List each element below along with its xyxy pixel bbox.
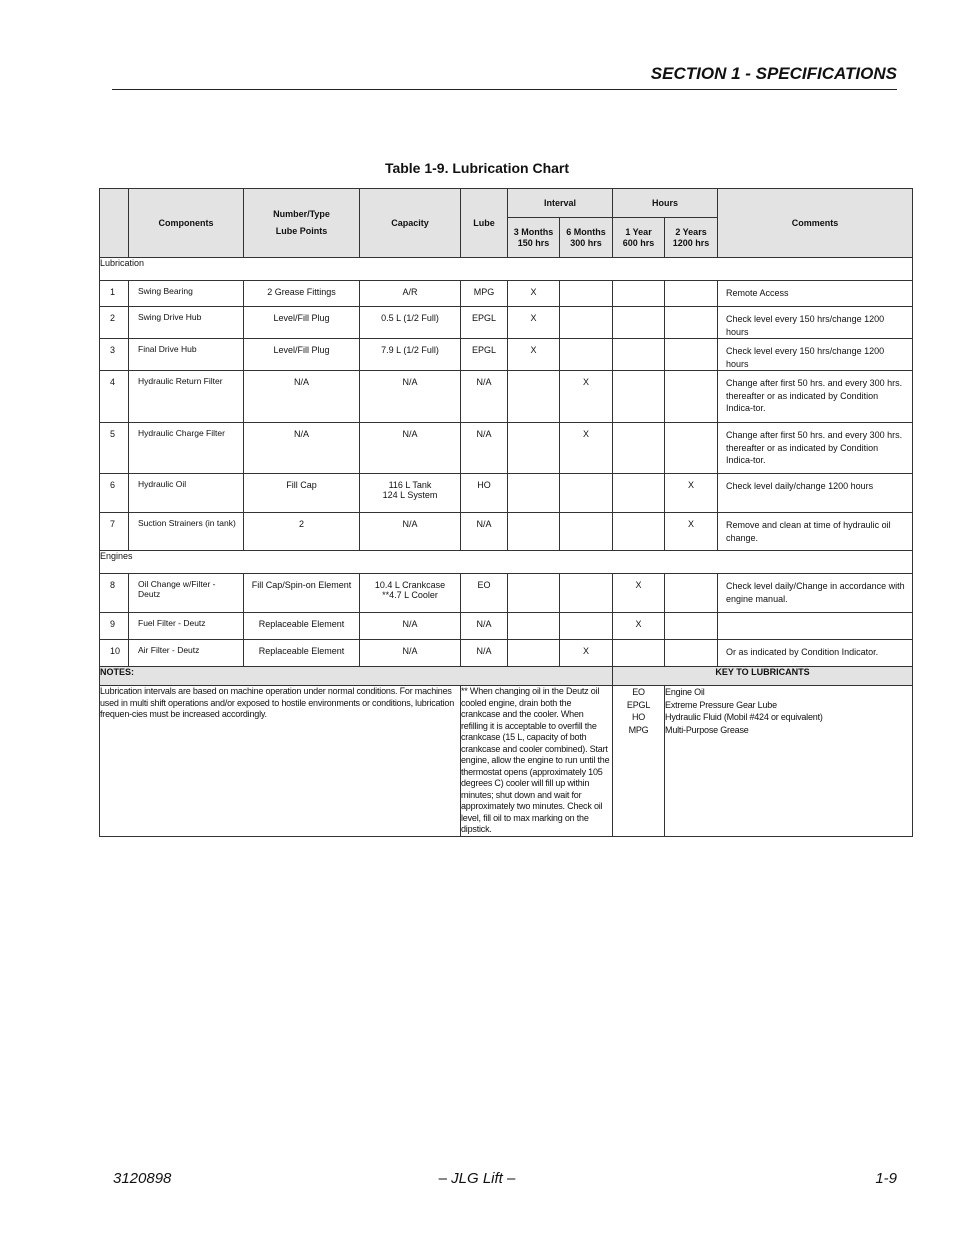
interval-3-months: X — [508, 339, 560, 371]
interval-6-months: X — [560, 640, 613, 667]
table-row — [100, 474, 913, 513]
interval-2-years — [665, 339, 718, 371]
lube-points: Fill Cap — [244, 474, 360, 513]
interval-1-year — [613, 339, 665, 371]
interval-2-years — [665, 640, 718, 667]
component-name: Swing Bearing — [129, 281, 244, 307]
interval-1-year — [613, 307, 665, 339]
lube-type: N/A — [461, 371, 508, 423]
row-number: 10 — [100, 640, 129, 667]
lube-type: EO — [461, 574, 508, 613]
header-components: Components — [129, 189, 244, 258]
capacity: N/A — [360, 640, 461, 667]
lube-points: N/A — [244, 371, 360, 423]
section-row — [100, 551, 913, 574]
key-names: Engine Oil Extreme Pressure Gear Lube Hydraulic Fluid (Mobil #424 or equivalent) Multi-Purpose Grease — [665, 686, 913, 837]
interval-3-months — [508, 474, 560, 513]
interval-1-year: X — [613, 574, 665, 613]
table-row — [100, 423, 913, 474]
component-name: Oil Change w/Filter - Deutz — [129, 574, 244, 613]
interval-1-year — [613, 640, 665, 667]
table-row — [100, 307, 913, 339]
interval-3-months — [508, 640, 560, 667]
header-capacity: Capacity — [360, 189, 461, 258]
table-row — [100, 574, 913, 613]
capacity: 0.5 L (1/2 Full) — [360, 307, 461, 339]
interval-6-months — [560, 613, 613, 640]
capacity: N/A — [360, 423, 461, 474]
interval-6-months: X — [560, 371, 613, 423]
section-row — [100, 258, 913, 281]
interval-1-year — [613, 474, 665, 513]
table-row — [100, 281, 913, 307]
interval-1-year — [613, 281, 665, 307]
header-1-year: 1 Year 600 hrs — [613, 218, 665, 258]
interval-6-months — [560, 474, 613, 513]
interval-1-year: X — [613, 613, 665, 640]
header-number — [100, 189, 129, 258]
interval-6-months — [560, 574, 613, 613]
table-row — [100, 339, 913, 371]
table-row — [100, 513, 913, 551]
interval-2-years — [665, 281, 718, 307]
comments: Check level daily/Change in accordance with engine manual. — [718, 574, 913, 613]
interval-1-year — [613, 423, 665, 474]
interval-2-years: X — [665, 513, 718, 551]
lube-points: Replaceable Element — [244, 640, 360, 667]
component-name: Final Drive Hub — [129, 339, 244, 371]
capacity: 7.9 L (1/2 Full) — [360, 339, 461, 371]
header-lube-points: Number/Type Lube Points — [244, 189, 360, 258]
component-name: Hydraulic Return Filter — [129, 371, 244, 423]
row-number: 3 — [100, 339, 129, 371]
note-deutz-oil: ** When changing oil in the Deutz oil cooled engine, drain both the crankcase and the cooler. When refilling it is acceptable to overfill the crankcase (15 L, capacity of both crankcase and cooler combined). Start engine, allow the engine to run until the thermostat opens (approximately 105 degrees C) cooler will fill up within minutes; shut down and wait for approximately two minutes. Check oil level, fill oil to max marking on the dipstick. — [461, 686, 613, 837]
capacity: 116 L Tank 124 L System — [360, 474, 461, 513]
lube-points: 2 Grease Fittings — [244, 281, 360, 307]
comments: Check level every 150 hrs/change 1200 hours — [718, 307, 913, 339]
interval-3-months — [508, 371, 560, 423]
interval-2-years — [665, 371, 718, 423]
header-rule — [112, 89, 897, 90]
lube-type: HO — [461, 474, 508, 513]
table-row — [100, 613, 913, 640]
section-title-lubrication: Lubrication — [100, 258, 913, 281]
table-caption: Table 1-9. Lubrication Chart — [384, 160, 570, 176]
key-codes: EO EPGL HO MPG — [613, 686, 665, 837]
row-number: 8 — [100, 574, 129, 613]
lube-type: N/A — [461, 423, 508, 474]
row-number: 1 — [100, 281, 129, 307]
interval-2-years — [665, 307, 718, 339]
footer-center: – JLG Lift – — [438, 1170, 516, 1187]
row-number: 6 — [100, 474, 129, 513]
interval-2-years — [665, 613, 718, 640]
page-number: 1-9 — [875, 1170, 897, 1187]
table-row — [100, 640, 913, 667]
component-name: Swing Drive Hub — [129, 307, 244, 339]
comments: Change after first 50 hrs. and every 300 hrs. thereafter or as indicated by Condition Indica-tor. — [718, 423, 913, 474]
interval-1-year — [613, 513, 665, 551]
notes-label: NOTES: — [100, 667, 613, 686]
component-name: Suction Strainers (in tank) — [129, 513, 244, 551]
lube-type: EPGL — [461, 307, 508, 339]
component-name: Hydraulic Oil — [129, 474, 244, 513]
row-number: 7 — [100, 513, 129, 551]
comments — [718, 613, 913, 640]
lube-points: Level/Fill Plug — [244, 307, 360, 339]
lube-type: EPGL — [461, 339, 508, 371]
component-name: Air Filter - Deutz — [129, 640, 244, 667]
lube-type: N/A — [461, 513, 508, 551]
interval-6-months — [560, 307, 613, 339]
note-intervals: Lubrication intervals are based on machine operation under normal conditions. For machines used in multi shift operations and/or exposed to hostile environments or conditions, lubrication frequen-cies must be increased accordingly. — [100, 686, 461, 837]
interval-3-months — [508, 513, 560, 551]
lube-points: Level/Fill Plug — [244, 339, 360, 371]
header-2-years: 2 Years 1200 hrs — [665, 218, 718, 258]
comments: Check level every 150 hrs/change 1200 hours — [718, 339, 913, 371]
row-number: 9 — [100, 613, 129, 640]
table-row — [100, 371, 913, 423]
comments: Or as indicated by Condition Indicator. — [718, 640, 913, 667]
header-interval: Interval — [508, 189, 613, 218]
interval-2-years — [665, 423, 718, 474]
lube-points: 2 — [244, 513, 360, 551]
capacity: N/A — [360, 371, 461, 423]
lube-type: N/A — [461, 640, 508, 667]
lube-type: MPG — [461, 281, 508, 307]
interval-3-months — [508, 423, 560, 474]
lube-points: Replaceable Element — [244, 613, 360, 640]
interval-2-years — [665, 574, 718, 613]
row-number: 4 — [100, 371, 129, 423]
interval-6-months — [560, 513, 613, 551]
interval-1-year — [613, 371, 665, 423]
interval-3-months: X — [508, 281, 560, 307]
interval-3-months — [508, 574, 560, 613]
lubrication-chart-table — [99, 188, 913, 837]
comments: Remote Access — [718, 281, 913, 307]
interval-3-months — [508, 613, 560, 640]
doc-number: 3120898 — [113, 1170, 172, 1187]
interval-6-months — [560, 281, 613, 307]
header-comments: Comments — [718, 189, 913, 258]
interval-3-months: X — [508, 307, 560, 339]
header-6-months: 6 Months 300 hrs — [560, 218, 613, 258]
interval-6-months — [560, 339, 613, 371]
lube-points: Fill Cap/Spin-on Element — [244, 574, 360, 613]
comments: Remove and clean at time of hydraulic oil change. — [718, 513, 913, 551]
capacity: N/A — [360, 513, 461, 551]
capacity: A/R — [360, 281, 461, 307]
section-title-engines: Engines — [100, 551, 913, 574]
lube-points: N/A — [244, 423, 360, 474]
lube-type: N/A — [461, 613, 508, 640]
section-title: SECTION 1 - SPECIFICATIONS — [650, 64, 897, 83]
capacity: 10.4 L Crankcase **4.7 L Cooler — [360, 574, 461, 613]
header-hours: Hours — [613, 189, 718, 218]
component-name: Hydraulic Charge Filter — [129, 423, 244, 474]
header-3-months: 3 Months 150 hrs — [508, 218, 560, 258]
capacity: N/A — [360, 613, 461, 640]
interval-2-years: X — [665, 474, 718, 513]
interval-6-months: X — [560, 423, 613, 474]
key-to-lubricants-label: KEY TO LUBRICANTS — [613, 667, 913, 686]
component-name: Fuel Filter - Deutz — [129, 613, 244, 640]
comments: Check level daily/change 1200 hours — [718, 474, 913, 513]
row-number: 2 — [100, 307, 129, 339]
comments: Change after first 50 hrs. and every 300 hrs. thereafter or as indicated by Condition Indica-tor. — [718, 371, 913, 423]
header-lube: Lube — [461, 189, 508, 258]
row-number: 5 — [100, 423, 129, 474]
